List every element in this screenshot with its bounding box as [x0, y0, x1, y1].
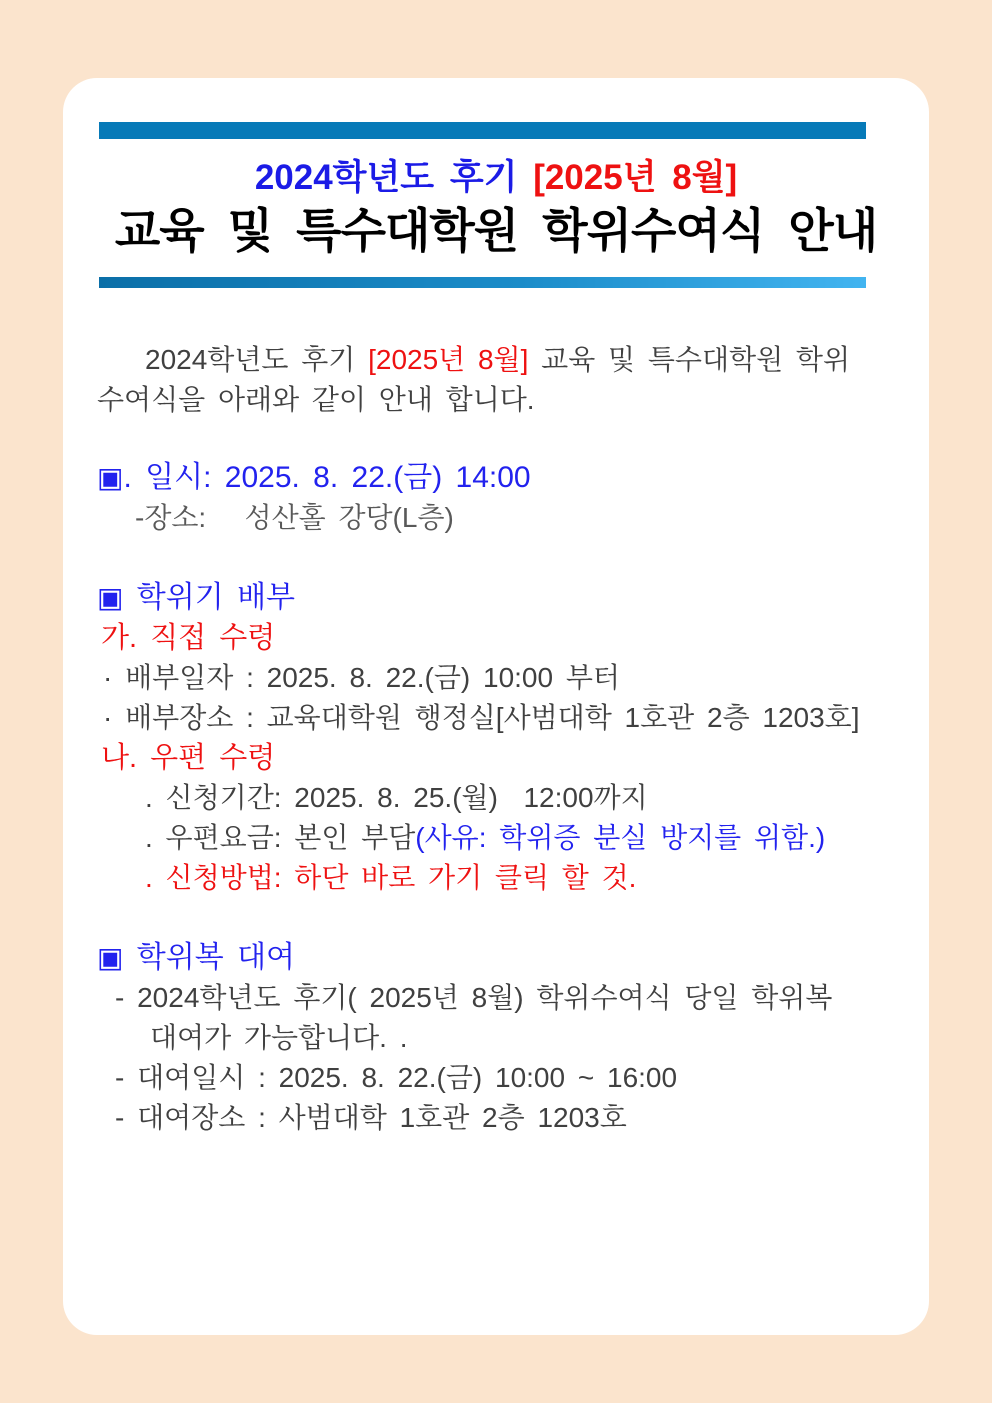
gown-availability-line1: - 2024학년도 후기( 2025년 8월) 학위수여식 당일 학위복 — [115, 982, 833, 1013]
gown-rental-time: - 대여일시 : 2025. 8. 22.(금) 10:00 ~ 16:00 — [115, 1062, 678, 1093]
notice-card — [63, 78, 929, 1335]
diploma-heading — [97, 578, 909, 618]
diploma-mail-method: . 신청방법: 하단 바로 가기 클릭 할 것. — [145, 862, 637, 893]
intro-line2: 수여식을 아래와 같이 안내 합니다. — [97, 384, 535, 415]
mail-fee-dark-text: . 우편요금: 본인 부담 — [145, 822, 416, 853]
diploma-mail-period: . 신청기간: 2025. 8. 25.(월) 12:00까지 — [145, 782, 648, 813]
schedule-heading-text: . 일시: 2025. 8. 22.(금) 14:00 — [123, 461, 531, 494]
gown-availability-line2: 대여가 가능합니다. . — [150, 1022, 408, 1053]
diploma-direct-place: · 배부장소 : 교육대학원 행정실[사범대학 1호관 2층 1203호] — [103, 702, 860, 733]
intro-line1-a: 2024학년도 후기 — [145, 344, 369, 375]
gown-heading-text: 학위복 대여 — [123, 941, 296, 974]
intro-line1 — [97, 340, 909, 380]
schedule-venue-line: -장소: 성산홀 강당(L층) — [135, 502, 454, 533]
diploma-heading-text: 학위기 배부 — [123, 581, 296, 614]
spacer — [97, 538, 909, 578]
header-rule-top — [99, 122, 866, 139]
diploma-direct-date: · 배부일자 : 2025. 8. 22.(금) 10:00 부터 — [103, 662, 620, 693]
notice-title-line2: 교육 및 특수대학원 학위수여식 안내 — [114, 204, 878, 257]
diploma-direct-label: 가. 직접 수령 — [101, 622, 276, 654]
intro-line1-date: [2025년 8월] — [368, 344, 529, 375]
spacer — [97, 420, 909, 458]
diploma-mail-fee — [97, 818, 909, 858]
notice-body — [97, 340, 909, 1138]
title-term-text: 2024학년도 후기 — [254, 158, 534, 197]
notice-title-line1 — [63, 150, 929, 200]
section-square-icon: ▣ — [97, 462, 124, 493]
schedule-heading — [97, 458, 909, 498]
gown-heading — [97, 938, 909, 978]
mail-fee-reason-text: (사유: 학위증 분실 방지를 위함.) — [415, 822, 826, 853]
diploma-mail-label: 나. 우편 수령 — [101, 742, 276, 774]
gown-rental-place: - 대여장소 : 사범대학 1호관 2층 1203호 — [115, 1102, 627, 1133]
section-square-icon: ▣ — [97, 942, 124, 973]
spacer — [97, 898, 909, 938]
intro-line1-c: 교육 및 특수대학원 학위 — [528, 344, 850, 375]
title-date-text: [2025년 8월] — [533, 158, 738, 197]
section-square-icon: ▣ — [97, 582, 124, 613]
header-rule-bottom — [99, 277, 866, 288]
